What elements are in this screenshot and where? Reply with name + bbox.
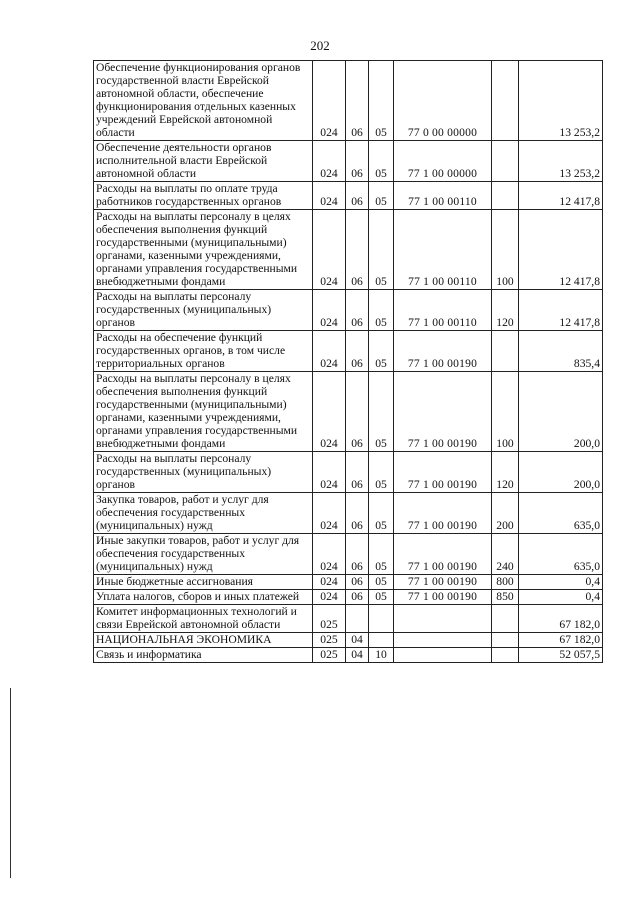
table-row [94,575,603,590]
target-article-code: 77 1 00 00190 [394,331,492,372]
subsection-code: 05 [369,452,394,493]
ministry-code: 024 [313,575,346,590]
amount: 52 057,5 [519,648,603,663]
amount: 200,0 [519,372,603,452]
table-row [94,534,603,575]
row-name: Закупка товаров, работ и услуг для обеспечения государственных (муниципальных) нужд [94,493,313,534]
section-code: 06 [346,61,369,141]
ministry-code: 025 [313,648,346,663]
amount: 12 417,8 [519,182,603,210]
expense-kind-code [492,182,519,210]
subsection-code: 05 [369,290,394,331]
page-number: 202 [310,38,330,53]
ministry-code: 024 [313,493,346,534]
expense-kind-code [492,605,519,633]
section-code: 06 [346,141,369,182]
ministry-code: 024 [313,372,346,452]
subsection-code: 05 [369,210,394,290]
table-row [94,331,603,372]
ministry-code: 024 [313,590,346,605]
table-row [94,182,603,210]
expense-kind-code: 800 [492,575,519,590]
row-name: Расходы на выплаты персоналу в целях обеспечения выполнения функций государственными (муниципальными) органами, казенными учреждениями, органами управления государственными внебюджетными фондами [94,372,313,452]
row-name: Уплата налогов, сборов и иных платежей [94,590,313,605]
budget-table-body [94,61,603,663]
target-article-code: 77 0 00 00000 [394,61,492,141]
section-code: 06 [346,290,369,331]
target-article-code [394,605,492,633]
margin-line [10,688,11,878]
subsection-code [369,633,394,648]
table-row [94,210,603,290]
ministry-code: 025 [313,605,346,633]
section-code: 06 [346,331,369,372]
amount: 835,4 [519,331,603,372]
target-article-code: 77 1 00 00000 [394,141,492,182]
ministry-code: 024 [313,331,346,372]
amount: 67 182,0 [519,633,603,648]
table-row [94,590,603,605]
table-row [94,290,603,331]
section-code: 06 [346,493,369,534]
amount: 12 417,8 [519,290,603,331]
ministry-code: 024 [313,290,346,331]
section-code: 06 [346,575,369,590]
row-name: Расходы на выплаты персоналу в целях обеспечения выполнения функций государственными (муниципальными) органами, казенными учреждениями, органами управления государственными внебюджетными фондами [94,210,313,290]
target-article-code [394,633,492,648]
row-name: Обеспечение функционирования органов государственной власти Еврейской автономной области, обеспечение функционирования отдельных казенных учреждений Еврейской автономной области [94,61,313,141]
row-name: Обеспечение деятельности органов исполнительной власти Еврейской автономной области [94,141,313,182]
amount: 200,0 [519,452,603,493]
target-article-code: 77 1 00 00110 [394,182,492,210]
target-article-code: 77 1 00 00190 [394,590,492,605]
section-code: 06 [346,210,369,290]
section-code: 06 [346,182,369,210]
row-name: Комитет информационных технологий и связи Еврейской автономной области [94,605,313,633]
amount: 635,0 [519,534,603,575]
table-row [94,493,603,534]
table-row [94,648,603,663]
target-article-code: 77 1 00 00110 [394,210,492,290]
ministry-code: 024 [313,452,346,493]
subsection-code: 10 [369,648,394,663]
amount: 0,4 [519,590,603,605]
amount: 12 417,8 [519,210,603,290]
row-name: НАЦИОНАЛЬНАЯ ЭКОНОМИКА [94,633,313,648]
table-row [94,633,603,648]
expense-kind-code: 200 [492,493,519,534]
table-row [94,61,603,141]
expense-kind-code: 120 [492,290,519,331]
subsection-code: 05 [369,575,394,590]
subsection-code: 05 [369,61,394,141]
expense-kind-code [492,141,519,182]
row-name: Иные бюджетные ассигнования [94,575,313,590]
subsection-code: 05 [369,182,394,210]
budget-table [93,60,603,663]
row-name: Расходы на обеспечение функций государственных органов, в том числе территориальных органов [94,331,313,372]
row-name: Расходы на выплаты персоналу государственных (муниципальных) органов [94,452,313,493]
section-code: 06 [346,452,369,493]
ministry-code: 025 [313,633,346,648]
target-article-code: 77 1 00 00110 [394,290,492,331]
row-name: Связь и информатика [94,648,313,663]
amount: 67 182,0 [519,605,603,633]
expense-kind-code: 120 [492,452,519,493]
section-code: 06 [346,534,369,575]
amount: 635,0 [519,493,603,534]
section-code: 06 [346,372,369,452]
table-row [94,372,603,452]
expense-kind-code: 100 [492,210,519,290]
ministry-code: 024 [313,534,346,575]
subsection-code: 05 [369,534,394,575]
subsection-code: 05 [369,372,394,452]
target-article-code [394,648,492,663]
subsection-code: 05 [369,141,394,182]
subsection-code [369,605,394,633]
target-article-code: 77 1 00 00190 [394,372,492,452]
row-name: Иные закупки товаров, работ и услуг для обеспечения государственных (муниципальных) нужд [94,534,313,575]
section-code: 04 [346,633,369,648]
expense-kind-code [492,331,519,372]
table-row [94,452,603,493]
expense-kind-code [492,61,519,141]
subsection-code: 05 [369,590,394,605]
expense-kind-code: 100 [492,372,519,452]
ministry-code: 024 [313,61,346,141]
expense-kind-code: 240 [492,534,519,575]
amount: 13 253,2 [519,141,603,182]
row-name: Расходы на выплаты персоналу государственных (муниципальных) органов [94,290,313,331]
expense-kind-code [492,633,519,648]
ministry-code: 024 [313,182,346,210]
ministry-code: 024 [313,141,346,182]
subsection-code: 05 [369,493,394,534]
subsection-code: 05 [369,331,394,372]
target-article-code: 77 1 00 00190 [394,493,492,534]
expense-kind-code: 850 [492,590,519,605]
table-row [94,141,603,182]
table-row [94,605,603,633]
section-code: 06 [346,590,369,605]
section-code: 04 [346,648,369,663]
row-name: Расходы на выплаты по оплате труда работников государственных органов [94,182,313,210]
target-article-code: 77 1 00 00190 [394,534,492,575]
expense-kind-code [492,648,519,663]
ministry-code: 024 [313,210,346,290]
target-article-code: 77 1 00 00190 [394,575,492,590]
amount: 0,4 [519,575,603,590]
target-article-code: 77 1 00 00190 [394,452,492,493]
section-code [346,605,369,633]
amount: 13 253,2 [519,61,603,141]
